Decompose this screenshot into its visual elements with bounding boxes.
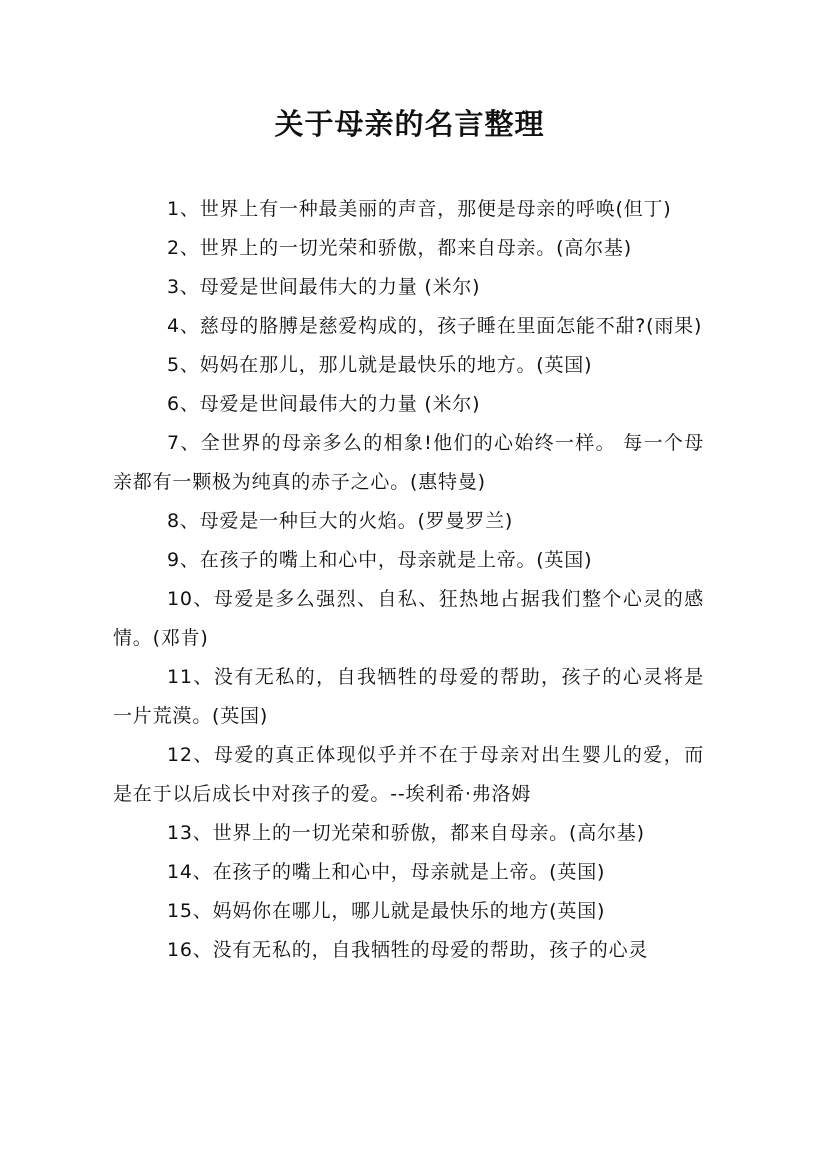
quote-item: 4、慈母的胳膊是慈爱构成的，孩子睡在里面怎能不甜?(雨果): [167, 315, 703, 337]
quote-item: 13、世界上的一切光荣和骄傲，都来自母亲。(高尔基): [167, 822, 645, 844]
quote-item: 12、母爱的真正体现似乎并不在于母亲对出生婴儿的爱，而是在于以后成长中对孩子的爱。--埃利希·弗洛姆: [113, 744, 704, 805]
quote-item: 11、没有无私的，自我牺牲的母爱的帮助，孩子的心灵将是一片荒漠。(英国): [113, 666, 704, 727]
document-title: 关于母亲的名言整理: [274, 107, 545, 141]
quote-item: 8、母爱是一种巨大的火焰。(罗曼罗兰): [167, 510, 514, 532]
quote-item: 15、妈妈你在哪儿，哪儿就是最快乐的地方(英国): [167, 900, 606, 922]
quote-item: 9、在孩子的嘴上和心中，母亲就是上帝。(英国): [167, 549, 593, 571]
quote-item: 3、母爱是世间最伟大的力量 (米尔): [167, 276, 481, 298]
quote-item: 5、妈妈在那儿，那儿就是最快乐的地方。(英国): [167, 354, 593, 376]
quote-item: 14、在孩子的嘴上和心中，母亲就是上帝。(英国): [167, 861, 606, 883]
quote-item: 16、没有无私的，自我牺牲的母爱的帮助，孩子的心灵: [167, 939, 649, 961]
quote-item: 1、世界上有一种最美丽的声音，那便是母亲的呼唤(但丁): [167, 198, 672, 220]
quote-list: [113, 190, 704, 970]
quote-item: 7、全世界的母亲多么的相象!他们的心始终一样。 每一个母亲都有一颗极为纯真的赤子之心。(惠特曼): [113, 432, 704, 493]
quote-item: 6、母爱是世间最伟大的力量 (米尔): [167, 393, 481, 415]
quote-item: 2、世界上的一切光荣和骄傲，都来自母亲。(高尔基): [167, 237, 632, 259]
quote-item: 10、母爱是多么强烈、自私、狂热地占据我们整个心灵的感情。(邓肯): [113, 588, 704, 649]
